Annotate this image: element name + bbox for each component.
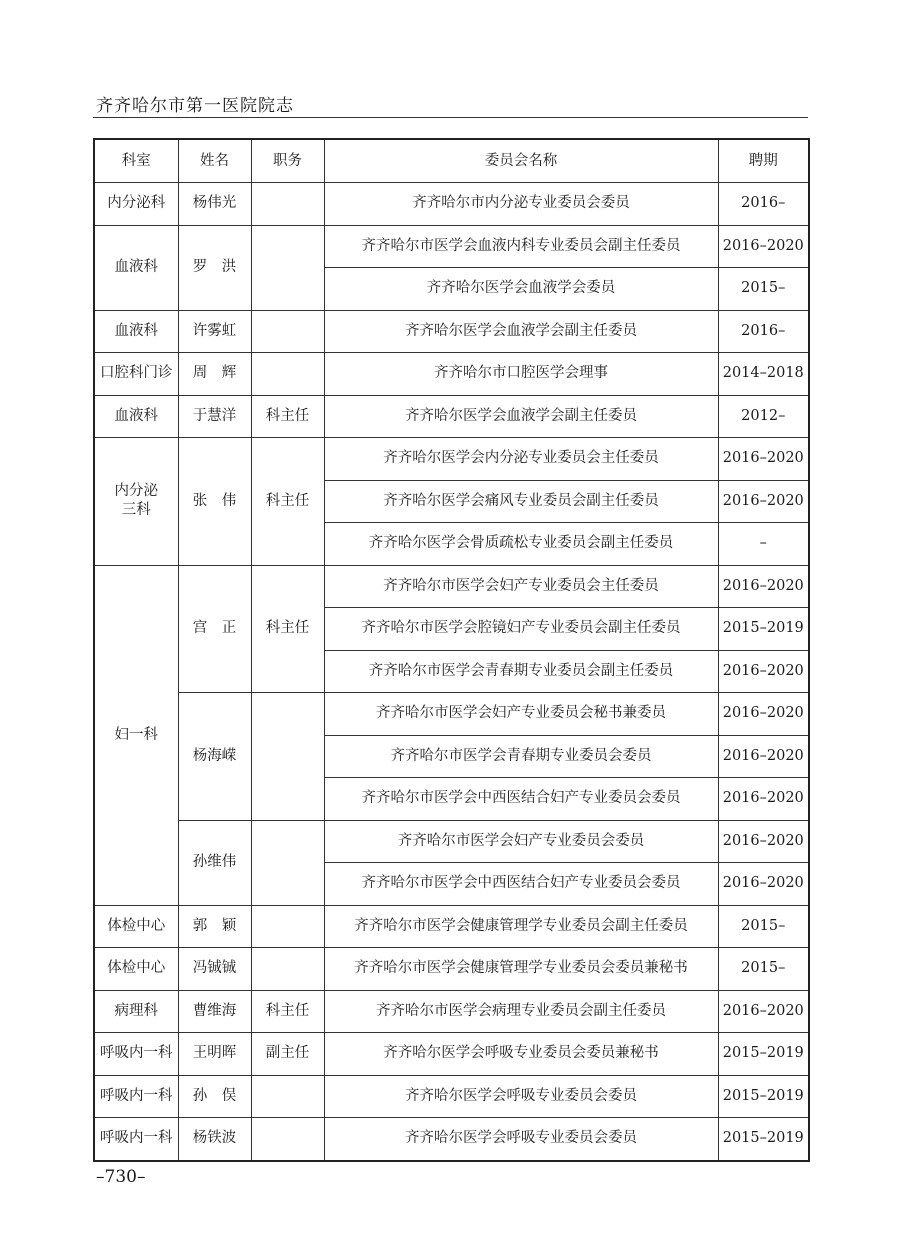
term-cell: 2016–2020 bbox=[718, 650, 809, 693]
position-cell bbox=[251, 225, 324, 310]
committee-cell: 齐齐哈尔医学会骨质疏松专业委员会副主任委员 bbox=[324, 523, 718, 566]
dept-cell: 呼吸内一科 bbox=[94, 1033, 178, 1076]
position-cell bbox=[251, 820, 324, 905]
committee-table bbox=[93, 138, 810, 1162]
name-cell: 宫 正 bbox=[178, 565, 251, 693]
committee-cell: 齐齐哈尔市医学会青春期专业委员会委员 bbox=[324, 735, 718, 778]
table-row bbox=[94, 1118, 809, 1161]
term-cell: 2016–2020 bbox=[718, 565, 809, 608]
term-cell: 2015–2019 bbox=[718, 1033, 809, 1076]
committee-cell: 齐齐哈尔市内分泌专业委员会委员 bbox=[324, 183, 718, 226]
dept-cell: 呼吸内一科 bbox=[94, 1075, 178, 1118]
committee-cell: 齐齐哈尔市医学会妇产专业委员会主任委员 bbox=[324, 565, 718, 608]
position-cell bbox=[251, 310, 324, 353]
committee-cell: 齐齐哈尔市医学会妇产专业委员会委员 bbox=[324, 820, 718, 863]
table-header-row bbox=[94, 139, 809, 183]
position-cell bbox=[251, 353, 324, 396]
name-cell: 杨海嵘 bbox=[178, 693, 251, 821]
name-cell: 周 辉 bbox=[178, 353, 251, 396]
term-cell: 2016–2020 bbox=[718, 863, 809, 906]
position-cell bbox=[251, 948, 324, 991]
table-row bbox=[94, 395, 809, 438]
name-cell: 杨铁波 bbox=[178, 1118, 251, 1161]
committee-cell: 齐齐哈尔市医学会中西医结合妇产专业委员会委员 bbox=[324, 863, 718, 906]
position-cell bbox=[251, 905, 324, 948]
committee-cell: 齐齐哈尔市口腔医学会理事 bbox=[324, 353, 718, 396]
position-cell: 科主任 bbox=[251, 395, 324, 438]
name-cell: 杨伟光 bbox=[178, 183, 251, 226]
dept-cell: 口腔科门诊 bbox=[94, 353, 178, 396]
dept-cell: 体检中心 bbox=[94, 948, 178, 991]
dept-label: 内分泌三科 bbox=[114, 483, 158, 519]
committee-cell: 齐齐哈尔医学会内分泌专业委员会主任委员 bbox=[324, 438, 718, 481]
table-row bbox=[94, 438, 809, 481]
committee-cell: 齐齐哈尔市医学会病理专业委员会副主任委员 bbox=[324, 990, 718, 1033]
page-number: –730– bbox=[96, 1167, 146, 1187]
table-row bbox=[94, 820, 809, 863]
table-row bbox=[94, 183, 809, 226]
dept-cell: 妇一科 bbox=[94, 565, 178, 905]
name-cell: 罗 洪 bbox=[178, 225, 251, 310]
committee-cell: 齐齐哈尔医学会呼吸专业委员会委员 bbox=[324, 1118, 718, 1161]
term-cell: 2015– bbox=[718, 948, 809, 991]
position-cell bbox=[251, 183, 324, 226]
term-cell: 2014–2018 bbox=[718, 353, 809, 396]
position-cell bbox=[251, 693, 324, 821]
committee-cell: 齐齐哈尔医学会血液学会委员 bbox=[324, 268, 718, 311]
dept-cell: 血液科 bbox=[94, 310, 178, 353]
committee-cell: 齐齐哈尔市医学会中西医结合妇产专业委员会委员 bbox=[324, 778, 718, 821]
term-cell: 2015–2019 bbox=[718, 608, 809, 651]
table-row bbox=[94, 948, 809, 991]
term-cell: 2016–2020 bbox=[718, 778, 809, 821]
table-row bbox=[94, 990, 809, 1033]
position-cell: 科主任 bbox=[251, 438, 324, 566]
name-cell: 曹维海 bbox=[178, 990, 251, 1033]
term-cell: 2015– bbox=[718, 268, 809, 311]
column-header: 职务 bbox=[251, 139, 324, 183]
committee-cell: 齐齐哈尔市医学会健康管理学专业委员会委员兼秘书 bbox=[324, 948, 718, 991]
table-row bbox=[94, 565, 809, 608]
term-cell: 2012– bbox=[718, 395, 809, 438]
term-cell: 2015– bbox=[718, 905, 809, 948]
page-header-title: 齐齐哈尔市第一医院院志 bbox=[96, 96, 294, 116]
position-cell: 副主任 bbox=[251, 1033, 324, 1076]
dept-cell: 呼吸内一科 bbox=[94, 1118, 178, 1161]
term-cell: 2016–2020 bbox=[718, 480, 809, 523]
name-cell: 张 伟 bbox=[178, 438, 251, 566]
name-cell: 孙维伟 bbox=[178, 820, 251, 905]
committee-cell: 齐齐哈尔医学会痛风专业委员会副主任委员 bbox=[324, 480, 718, 523]
committee-cell: 齐齐哈尔市医学会健康管理学专业委员会副主任委员 bbox=[324, 905, 718, 948]
committee-cell: 齐齐哈尔市医学会腔镜妇产专业委员会副主任委员 bbox=[324, 608, 718, 651]
header-divider bbox=[93, 117, 808, 118]
committee-cell: 齐齐哈尔医学会血液学会副主任委员 bbox=[324, 395, 718, 438]
dept-cell: 体检中心 bbox=[94, 905, 178, 948]
term-cell: 2016–2020 bbox=[718, 990, 809, 1033]
dept-cell: 血液科 bbox=[94, 225, 178, 310]
committee-cell: 齐齐哈尔市医学会妇产专业委员会秘书兼委员 bbox=[324, 693, 718, 736]
term-cell: 2015–2019 bbox=[718, 1075, 809, 1118]
term-cell: 2015–2019 bbox=[718, 1118, 809, 1161]
term-cell: – bbox=[718, 523, 809, 566]
dept-cell: 病理科 bbox=[94, 990, 178, 1033]
term-cell: 2016–2020 bbox=[718, 225, 809, 268]
committee-cell: 齐齐哈尔医学会血液学会副主任委员 bbox=[324, 310, 718, 353]
term-cell: 2016–2020 bbox=[718, 438, 809, 481]
name-cell: 于慧洋 bbox=[178, 395, 251, 438]
column-header: 委员会名称 bbox=[324, 139, 718, 183]
column-header: 姓名 bbox=[178, 139, 251, 183]
term-cell: 2016– bbox=[718, 310, 809, 353]
dept-cell bbox=[94, 438, 178, 566]
committee-cell: 齐齐哈尔市医学会血液内科专业委员会副主任委员 bbox=[324, 225, 718, 268]
table-row bbox=[94, 693, 809, 736]
table-row bbox=[94, 353, 809, 396]
dept-cell: 血液科 bbox=[94, 395, 178, 438]
position-cell: 科主任 bbox=[251, 990, 324, 1033]
term-cell: 2016–2020 bbox=[718, 820, 809, 863]
table-row bbox=[94, 1033, 809, 1076]
name-cell: 冯铖铖 bbox=[178, 948, 251, 991]
column-header: 聘期 bbox=[718, 139, 809, 183]
name-cell: 孙 俣 bbox=[178, 1075, 251, 1118]
position-cell bbox=[251, 1118, 324, 1161]
committee-cell: 齐齐哈尔市医学会青春期专业委员会副主任委员 bbox=[324, 650, 718, 693]
position-cell: 科主任 bbox=[251, 565, 324, 693]
name-cell: 许雾虹 bbox=[178, 310, 251, 353]
position-cell bbox=[251, 1075, 324, 1118]
committee-cell: 齐齐哈尔医学会呼吸专业委员会委员兼秘书 bbox=[324, 1033, 718, 1076]
term-cell: 2016–2020 bbox=[718, 693, 809, 736]
name-cell: 郭 颖 bbox=[178, 905, 251, 948]
committee-cell: 齐齐哈尔医学会呼吸专业委员会委员 bbox=[324, 1075, 718, 1118]
term-cell: 2016–2020 bbox=[718, 735, 809, 778]
table-row bbox=[94, 225, 809, 268]
table-row bbox=[94, 905, 809, 948]
table-row bbox=[94, 310, 809, 353]
name-cell: 王明晖 bbox=[178, 1033, 251, 1076]
table-row bbox=[94, 1075, 809, 1118]
term-cell: 2016– bbox=[718, 183, 809, 226]
column-header: 科室 bbox=[94, 139, 178, 183]
dept-cell: 内分泌科 bbox=[94, 183, 178, 226]
